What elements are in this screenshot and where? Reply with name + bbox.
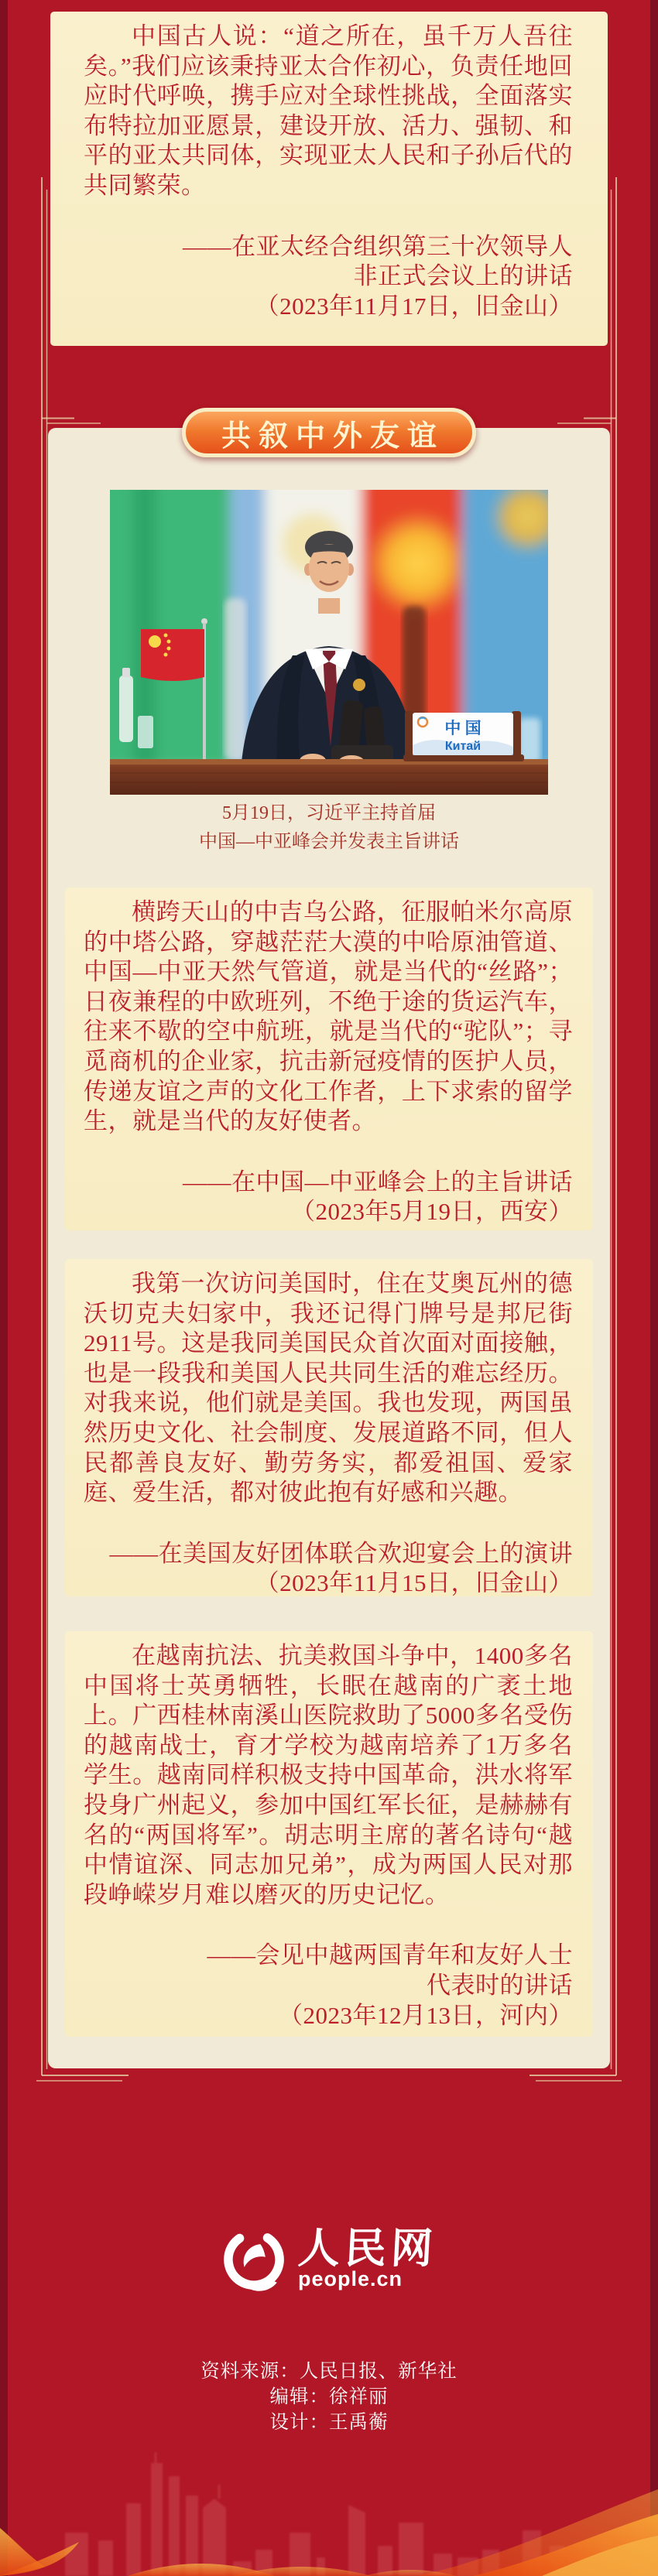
logo-en-text: people.cn [298,2266,403,2290]
photo-caption: 5月19日，习近平主持首届 中国—中亚峰会并发表主旨讲话 [199,803,459,852]
logo-text-block [296,2225,439,2291]
svg-text:中 国: 中 国 [444,719,482,737]
quote-card-apec [50,12,608,346]
quote-text: 横跨天山的中吉乌公路，征服帕米尔高原的中塔公路，穿越茫茫大漠的中哈原油管道、中国—中亚天然气管道，就是当代的“丝路”；日夜兼程的中欧班列，不绝于途的货运汽车，往来不歇的空中航班，就是当代的“驼队”；寻觅商机的企业家，抗击新冠疫情的医护人员，传递友谊之声的文化工作者，上下求索的留学生，就是当代的友好使者。 [84,898,573,1135]
right-edge-stripe [650,0,658,2576]
credits-source: 资料来源：人民日报、新华社 [200,2361,458,2382]
people-cn-swirl-icon [221,2224,287,2295]
quote-attribution: ——会见中越两国青年和友好人士 代表时的讲话 （2023年12月13日，河内） [207,1941,573,2029]
credits-designer: 设计：王禹蘅 [269,2412,389,2433]
summit-photo [110,490,548,795]
svg-text:Китай: Китай [444,740,482,753]
quote-text: 中国古人说：“道之所在，虽千万人吾往矣。”我们应该秉持亚太合作初心，负责任地回应时代呼唤，携手应对全球性挑战，全面落实布特拉加亚愿景，建设开放、活力、强韧、和平的亚太共同体，实现亚太人民和子孙后代的共同繁荣。 [84,22,573,199]
logo-cn-text: 人民网 [296,2225,439,2272]
quote-attribution: ——在中国—中亚峰会上的主旨讲话 （2023年5月19日，西安） [183,1168,573,1226]
quote-text: 在越南抗法、抗美救国斗争中，1400多名中国将士英勇牺牲，长眠在越南的广袤土地上。广西桂林南溪山医院救助了5000多名受伤的越南战士，育才学校为越南培养了1万多名学生。越南同样积极支持中国革命，洪水将军投身广州起义，参加中国红军长征，是赫赫有名的“两国将军”。胡志明主席的著名诗句“越中情谊深、同志加兄弟”，成为两国人民对那段峥嵘岁月难以磨灭的历史记忆。 [84,1642,573,1908]
credits-editor: 编辑：徐祥丽 [269,2386,389,2407]
quote-attribution: ——在美国友好团体联合欢迎宴会上的演讲 （2023年11月15日，旧金山） [109,1539,573,1597]
country-nameplate [403,711,524,761]
quote-card-usa [65,1259,593,1596]
quote-attribution: ——在亚太经合组织第三十次领导人 非正式会议上的讲话 （2023年11月17日，旧金山） [183,232,573,320]
people-cn-logo [0,2224,658,2295]
quote-card-vietnam [65,1631,593,2037]
section-badge-label: 共叙中外友谊 [221,419,444,453]
quote-card-central-asia [65,888,593,1230]
section-badge [182,408,476,457]
content-panel [48,428,610,2068]
credits [0,2359,658,2435]
left-edge-stripe [0,0,8,2576]
quote-text: 我第一次访问美国时，住在艾奥瓦州的德沃切克夫妇家中，我还记得门牌号是邦尼街2911号。这是我同美国民众首次面对面接触，也是一段我和美国人民共同生活的难忘经历。对我来说，他们就是美国。我也发现，两国虽然历史文化、社会制度、发展道路不同，但人民都善良友好、勤劳务实，都爱祖国、爱家庭、爱生活，都对彼此抱有好感和兴趣。 [84,1270,573,1507]
